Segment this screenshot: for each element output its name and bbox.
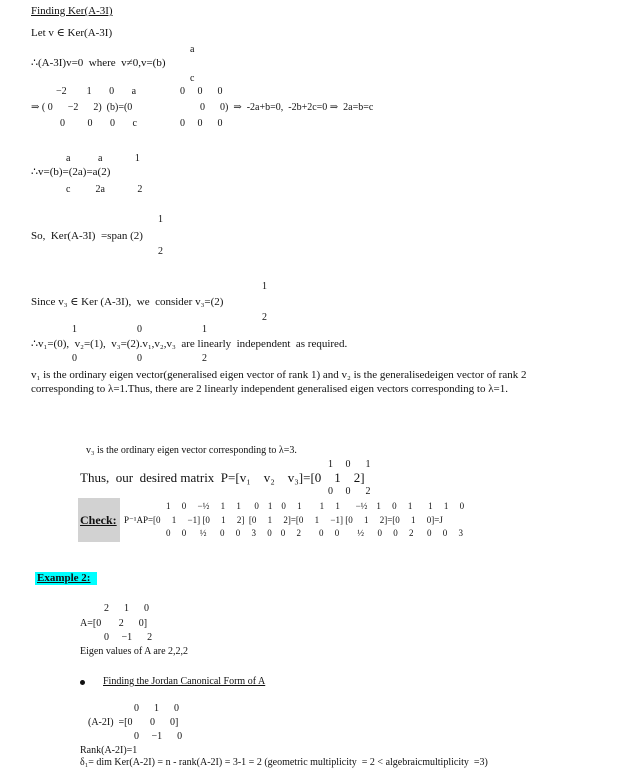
generalised-paragraph: v₁ is the ordinary eigen vector(generalised eigen vector of rank 1) and v₂ is the generalisedeigen vector of rank 2 corresponding to λ=1.Thus, there are 2 linearly independent generalised eigen vectors corresponding to λ=1. [31, 369, 527, 395]
zero-row-1: 0 0 0 [180, 86, 223, 97]
vector-v-row-3: c 2a 2 [66, 184, 143, 195]
a-matrix-row-2: A=[0 2 0] [80, 618, 148, 629]
v3-top: 1 [262, 281, 267, 292]
matrix-row-2: ⇒ ( 0 −2 2) (b)=(0 [31, 102, 133, 113]
since-v3-line: Since v₃ ∈ Ker (A-3I), we consider v₃=(2) [31, 296, 224, 308]
p-matrix-row-1: 1 0 1 [328, 459, 371, 470]
p-matrix-line: Thus, our desired matrix P=[v₁ v₂ v₃]=[0 1 2] [80, 470, 365, 485]
bullet-dot [80, 680, 85, 685]
jordan-form-heading: Finding the Jordan Canonical Form of A [103, 676, 266, 687]
check-label: Check: [80, 513, 117, 527]
check-row-3: 0 0 ½ 0 0 3 0 0 2 0 0 ½ 0 0 2 0 0 3 [166, 528, 463, 538]
a2i-row-3: 0 −1 0 [134, 731, 183, 742]
ker-span-line: So, Ker(A-3I) =span (2) [31, 230, 143, 242]
vector-v-row-2: ∴v=(b)=(2a)=a(2) [31, 166, 111, 178]
eigen-values-line: Eigen values of A are 2,2,2 [80, 646, 189, 657]
ker-span-top: 1 [158, 214, 163, 225]
matrix-row-3: 0 0 0 c [60, 118, 137, 129]
rank-line: Rank(A-2I)=1 [80, 745, 138, 756]
heading-finding-ker: Finding Ker(A-3I) [31, 5, 113, 17]
check-row-1: 1 0 −½ 1 1 0 1 0 1 1 1 −½ 1 0 1 1 1 0 [166, 501, 465, 511]
vector-v-row-1: a a 1 [66, 153, 140, 164]
vec-c-label: c [190, 73, 195, 84]
vectors-line: ∴v₁=(0), v₂=(1), v₃=(2).v₁,v₂,v₃ are linearly independent as required. [31, 338, 348, 350]
v3-ordinary-line: v₃ is the ordinary eigen vector corresponding to λ=3. [86, 445, 297, 456]
a-matrix-row-3: 0 −1 2 [104, 632, 153, 643]
zero-row-3: 0 0 0 [180, 118, 223, 129]
p-matrix-row-3: 0 0 2 [328, 486, 371, 497]
example-2-heading: Example 2: [37, 572, 91, 584]
a2i-row-1: 0 1 0 [134, 703, 179, 714]
vectors-bottom: 0 0 2 [72, 353, 207, 364]
a-matrix-row-1: 2 1 0 [104, 603, 149, 614]
delta-line: δ₁= dim Ker(A-2I) = n - rank(A-2I) = 3-1 = 2 (geometric multiplicity = 2 < algebraicmultiplicity =3) [80, 757, 488, 768]
ker-span-bottom: 2 [158, 246, 163, 257]
v3-bottom: 2 [262, 312, 267, 323]
check-row-2: P⁻¹AP=[0 1 −1] [0 1 2] [0 1 2]=[0 1 −1] [0 1 2]=[0 1 0]=J [124, 515, 443, 525]
equation-result: 0 0) ⇒ -2a+b=0, -2b+2c=0 ⇒ 2a=b=c [200, 102, 374, 113]
let-v-line: Let v ∈ Ker(A-3I) [31, 27, 113, 39]
matrix-row-1: −2 1 0 a [56, 86, 137, 97]
vec-a-label: a [190, 44, 195, 55]
vectors-top: 1 0 1 [72, 324, 207, 335]
condition-line: ∴(A-3I)v=0 where v≠0,v=(b) [31, 57, 166, 69]
a2i-row-2: (A-2I) =[0 0 0] [88, 717, 179, 728]
